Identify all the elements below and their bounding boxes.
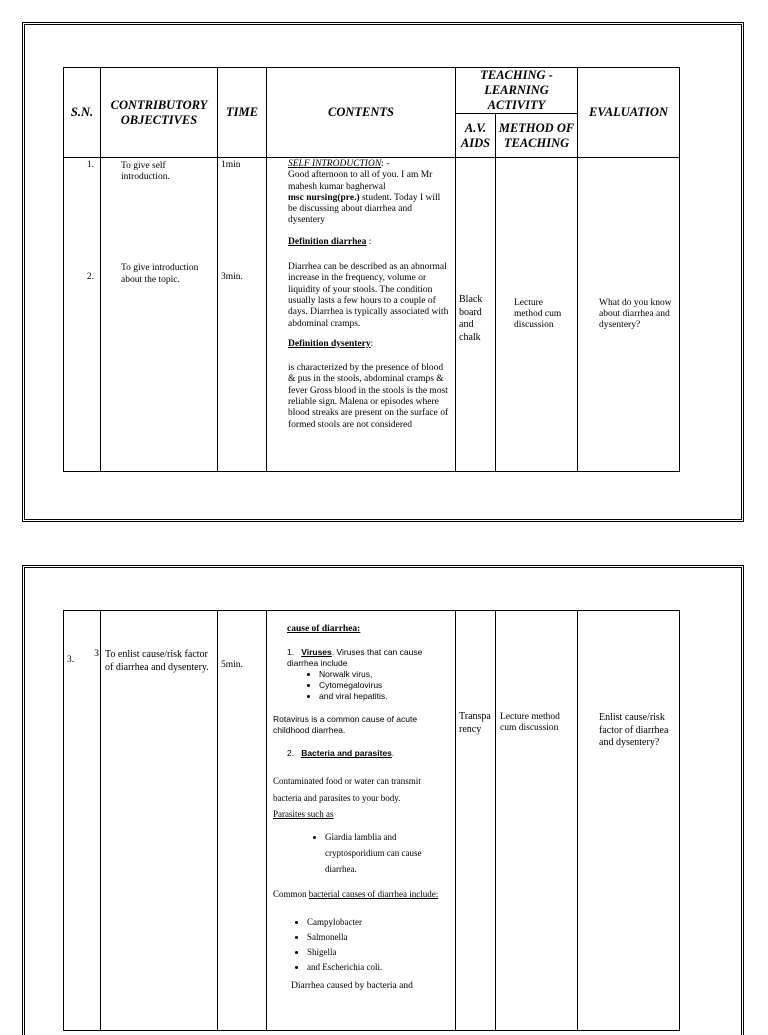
row3-objective-cell [101, 611, 218, 1031]
evaluation-cell [578, 158, 680, 472]
item1-text: . Viruses that can cause diarrhea include [287, 647, 423, 669]
bacterial-heading: bacterial causes of diarrhea include: [308, 889, 439, 900]
bacteria-item: • and Escherichia coli. [307, 960, 451, 975]
lesson-plan-table-2 [63, 610, 680, 1031]
intro-line-1: Good afternoon to all of you. I am Mr mahesh kumar bagherwal [288, 170, 433, 192]
row2-objective: To give introduction about the topic. [121, 263, 199, 285]
row3-av-aids: Transparency [459, 711, 491, 735]
header-contents: CONTENTS [267, 68, 456, 158]
bacteria-item: • Salmonella [307, 930, 451, 945]
row3-method: Lecture method cum discussion [500, 712, 560, 734]
header-objectives: CONTRIBUTORY OBJECTIVES [101, 68, 218, 158]
row2-sn: 2. [86, 272, 94, 283]
virus-item: • Norwalk virus, [319, 669, 451, 680]
row3-av-aids-cell [456, 611, 496, 1031]
header-time: TIME [218, 68, 267, 158]
row2-av-aids: Black board and chalk [459, 294, 483, 343]
intro-line-2: student. Today I will be discussing about diarrhea and dysentery [288, 192, 441, 226]
bacteria-item: • Campylobacter [307, 915, 451, 930]
bacterial-prefix: Common [273, 889, 309, 900]
row3-time: 5min. [221, 660, 243, 670]
contaminated-text: Contaminated food or water can transmit bacteria and parasites to your body. [273, 776, 421, 804]
row3-objective: To enlist cause/risk factor of diarrhea and dysentery. [105, 649, 209, 673]
bacteria-item: • Shigella [307, 945, 451, 960]
row1-time: 1min [221, 160, 241, 170]
item2-label: Bacteria and parasites [301, 748, 392, 759]
header-sn: S.N. [64, 68, 101, 158]
self-intro-heading: SELF INTRODUCTION [288, 159, 382, 169]
def-diarrhea-text: Diarrhea can be described as an abnormal increase in the frequency, volume or liquidity of your stools. The condition usually lasts a few hours to a couple of days. Diarrhea is typically associated with abdominal cramps. [288, 262, 449, 329]
row2-time: 3min. [221, 272, 243, 283]
row2-method: Lecture method cum discussion [514, 298, 562, 331]
objective-cell [101, 158, 218, 472]
row3-evaluation-cell [578, 611, 680, 1031]
intro-bold: msc nursing(pre.) [288, 192, 360, 203]
row3-time-cell [218, 611, 267, 1031]
item1-num: 1. [287, 647, 295, 658]
row3-sn-cell [64, 611, 101, 1031]
def-diarrhea-suffix: : [366, 236, 372, 247]
contents-2 [267, 611, 455, 993]
def-dysentery-heading: Definition dysentery [288, 338, 371, 349]
row3-sn: 3. [67, 655, 75, 665]
contents-1 [267, 158, 455, 431]
self-intro-suffix: : - [381, 159, 390, 169]
def-diarrhea-heading: Definition diarrhea [288, 236, 367, 247]
method-cell [496, 158, 578, 472]
virus-item: • Cytomegalovirus [319, 680, 451, 691]
row1-sn: 1. [86, 160, 94, 170]
def-dysentery-suffix: : [370, 338, 374, 349]
header-method: METHOD OF TEACHING [496, 114, 578, 158]
parasites-heading: Parasites such as [273, 809, 334, 820]
time-cell [218, 158, 267, 472]
row3-evaluation: Enlist cause/risk factor of diarrhea and dysentery? [599, 712, 669, 748]
lesson-plan-table-1 [63, 67, 680, 472]
last-line: Diarrhea caused by bacteria and [291, 981, 413, 992]
item1-label: Viruses [301, 647, 332, 658]
page-frame-2 [22, 565, 744, 1035]
sn-cell [64, 158, 101, 472]
item2-num: 2. [287, 748, 295, 759]
row3-contents-cell [267, 611, 456, 1031]
av-aids-cell [456, 158, 496, 472]
row1-objective: To give self introduction. [121, 161, 170, 183]
item2-suffix: . [391, 748, 395, 759]
rotavirus-text: Rotavirus is a common cause of acute childhood diarrhea. [273, 714, 418, 736]
def-dysentery-text: is characterized by the presence of blood & pus in the stools, abdominal cramps & fever Gross blood in the stools is the most reliable sign. Malena or episodes where blood streaks are present on the surface of formed stools are not considered [288, 363, 449, 430]
cause-heading: cause of diarrhea: [287, 624, 361, 634]
page-frame-1 [22, 22, 744, 522]
parasite-item: • Giardia lamblia and cryptosporidium can cause diarrhea. [325, 829, 451, 877]
header-teaching-activity: TEACHING -LEARNING ACTIVITY [456, 68, 578, 114]
header-av-aids: A.V. AIDS [456, 114, 496, 158]
contents-cell [267, 158, 456, 472]
row2-evaluation: What do you know about diarrhea and dysentery? [599, 298, 672, 331]
virus-item: • and viral hepatitis. [319, 691, 451, 702]
header-evaluation: EVALUATION [578, 68, 680, 158]
row3-sn-small: 3 [94, 649, 99, 659]
row3-method-cell [496, 611, 578, 1031]
